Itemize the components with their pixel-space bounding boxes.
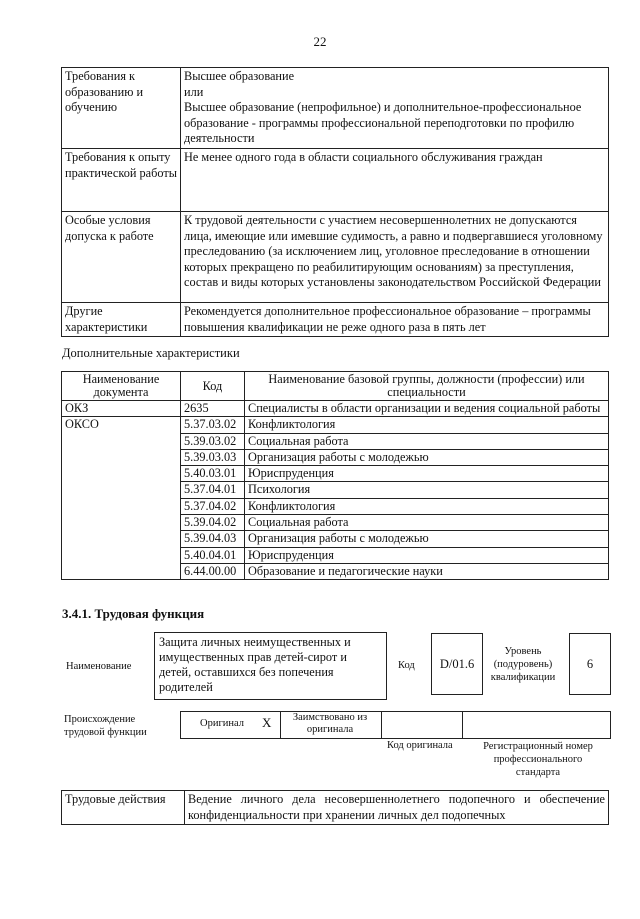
okso-code: 5.37.03.02 — [181, 417, 245, 433]
okso-name: Конфликтология — [245, 498, 609, 514]
additional-table — [61, 371, 609, 580]
req-line: Высшее образование (непрофильное) и дополнительное-профессиональное образование - программы профессиональной переподготовки по профилю деятельности — [184, 100, 582, 146]
okso-name: Конфликтология — [245, 417, 609, 433]
req-key-admission: Особые условия допуска к работе — [62, 211, 181, 302]
divider — [280, 711, 281, 739]
table-row — [62, 68, 609, 149]
original-mark: X — [262, 715, 272, 730]
okso-code: 5.39.03.02 — [181, 433, 245, 449]
page-number: 22 — [313, 34, 327, 49]
requirements-table — [61, 67, 609, 337]
okso-name: Образование и педагогические науки — [245, 563, 609, 579]
origin-row — [180, 711, 611, 739]
okso-name: Организация работы с молодежью — [245, 449, 609, 465]
okso-code: 5.37.04.02 — [181, 498, 245, 514]
okso-code: 5.40.04.01 — [181, 547, 245, 563]
divider — [462, 711, 463, 739]
okso-code: 6.44.00.00 — [181, 563, 245, 579]
okso-doc: ОКСО — [62, 417, 181, 580]
okz-name: Специалисты в области организации и ведения социальной работы — [245, 401, 609, 417]
table-row — [62, 401, 609, 417]
table-row — [62, 211, 609, 302]
header-document: Наименование документа — [62, 372, 181, 401]
okso-name: Юриспруденция — [245, 466, 609, 482]
header-code: Код — [181, 372, 245, 401]
okso-code: 5.40.03.01 — [181, 466, 245, 482]
okso-code: 5.39.04.03 — [181, 531, 245, 547]
labor-actions-table — [61, 790, 609, 825]
okso-code: 5.37.04.01 — [181, 482, 245, 498]
req-line: Высшее образование — [184, 69, 295, 83]
level-value-box: 6 — [569, 633, 611, 695]
req-key-experience: Требования к опыту практической работы — [62, 148, 181, 211]
code-label: Код — [398, 660, 415, 671]
additional-title: Дополнительные характеристики — [62, 346, 240, 360]
okso-code: 5.39.04.02 — [181, 515, 245, 531]
header-name: Наименование базовой группы, должности (профессии) или специальности — [245, 372, 609, 401]
section-title: 3.4.1. Трудовая функция — [62, 606, 205, 621]
okz-doc: ОКЗ — [62, 401, 181, 417]
origin-label: Происхождение трудовой функции — [64, 714, 147, 738]
okso-name: Социальная работа — [245, 515, 609, 531]
req-value-education — [181, 68, 609, 149]
okso-name: Организация работы с молодежью — [245, 531, 609, 547]
okso-name: Юриспруденция — [245, 547, 609, 563]
table-row — [62, 417, 609, 433]
okso-code: 5.39.03.03 — [181, 449, 245, 465]
labor-actions-label: Трудовые действия — [62, 791, 185, 825]
okso-name: Психология — [245, 482, 609, 498]
table-row — [62, 302, 609, 336]
level-label: Уровень (подуровень) квалификации — [490, 646, 556, 683]
borrowed-label: Заимствовано из оригинала — [292, 712, 368, 735]
reg-number-label: Регистрационный номер профессионального стандарта — [483, 741, 593, 778]
function-code-box: D/01.6 — [431, 633, 483, 695]
origin-code-label: Код оригинала — [387, 740, 453, 751]
function-name-box: Защита личных неимущественных и имущественных прав детей-сирот и детей, оставшихся без попечения родителей — [154, 632, 387, 700]
req-line: или — [184, 84, 204, 99]
table-row — [62, 791, 609, 825]
req-key-education: Требования к образованию и обучению — [62, 68, 181, 149]
original-label: Оригинал — [200, 718, 244, 729]
table-header-row — [62, 372, 609, 401]
req-value-experience: Не менее одного года в области социального обслуживания граждан — [181, 148, 609, 211]
divider — [381, 711, 382, 739]
labor-actions-value: Ведение личного дела несовершеннолетнего подопечного и обеспечение конфиденциальности при хранении личных дел подопечных — [185, 791, 609, 825]
okso-name: Социальная работа — [245, 433, 609, 449]
req-value-admission: К трудовой деятельности с участием несовершеннолетних не допускаются лица, имеющие или имевшие судимость, а равно и подвергавшиеся уголовному преследованию (за исключением лиц, уголовное преследование в отношении которых прекращено по реабилитирующим основаниям) за преступления, состав и виды которых установлены законодательством Российской Федерации — [181, 211, 609, 302]
req-value-other: Рекомендуется дополнительное профессиональное образование – программы повышения квалификации не реже одного раза в пять лет — [181, 302, 609, 336]
name-label: Наименование — [66, 661, 132, 672]
req-key-other: Другие характеристики — [62, 302, 181, 336]
okz-code: 2635 — [181, 401, 245, 417]
table-row — [62, 148, 609, 211]
